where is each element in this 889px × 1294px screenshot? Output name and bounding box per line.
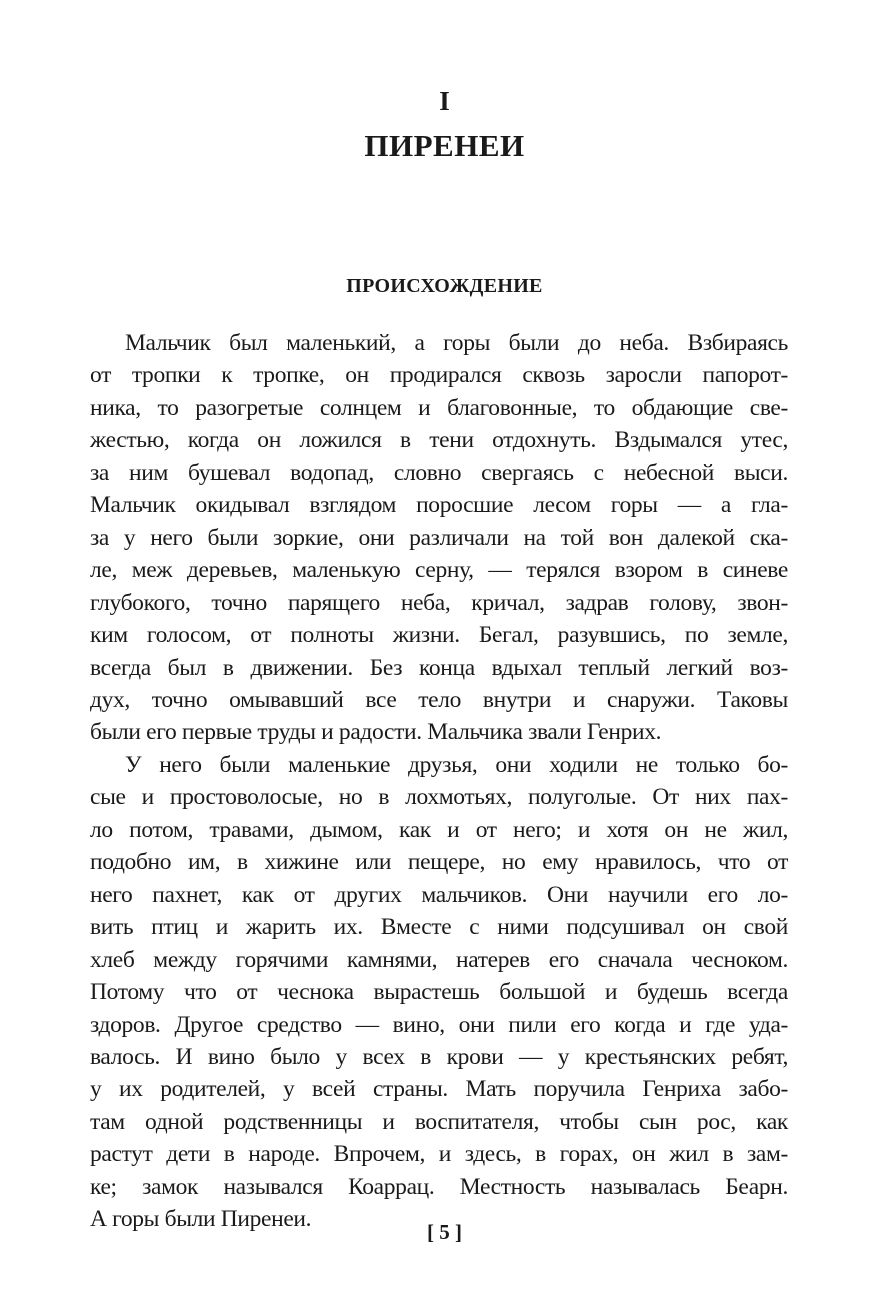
text-line: от тропки к тропке, он продирался сквозь заросли папорот- bbox=[90, 362, 788, 389]
chapter-number: I bbox=[439, 86, 450, 116]
text-line: ким голосом, от полноты жизни. Бегал, разувшись, по земле, bbox=[90, 622, 788, 649]
text-line: за у него были зоркие, они различали на той вон далекой ска- bbox=[90, 524, 788, 551]
body-text bbox=[90, 327, 788, 1236]
text-line: подобно им, в хижине или пещере, но ему нравилось, что от bbox=[90, 849, 788, 876]
text-line: ке; замок назывался Коаррац. Местность называлась Беарн. bbox=[90, 1173, 788, 1200]
text-line: у их родителей, у всей страны. Мать поручила Генриха забо- bbox=[90, 1076, 788, 1103]
paragraph bbox=[90, 749, 788, 1236]
paragraph bbox=[90, 327, 788, 749]
text-line: хлеб между горячими камнями, натерев его сначала чесноком. bbox=[90, 946, 788, 973]
text-line: ло потом, травами, дымом, как и от него; и хотя он не жил, bbox=[90, 816, 788, 843]
text-line: за ним бушевал водопад, словно свергаясь с небесной выси. bbox=[90, 459, 788, 486]
page-number: [ 5 ] bbox=[427, 1220, 462, 1244]
text-line: жестью, когда он ложился в тени отдохнуть. Вздымался утес, bbox=[90, 427, 788, 454]
chapter-title: ПИРЕНЕИ bbox=[364, 128, 525, 163]
text-line: здоров. Другое средство — вино, они пили его когда и где уда- bbox=[90, 1011, 788, 1038]
text-line: дух, точно омывавший все тело внутри и снаружи. Таковы bbox=[90, 686, 788, 713]
text-line: там одной родственницы и воспитателя, чтобы сын рос, как bbox=[90, 1108, 788, 1135]
text-line: А горы были Пиренеи. bbox=[90, 1206, 312, 1233]
text-line: сые и простоволосые, но в лохмотьях, полуголые. От них пах- bbox=[90, 784, 788, 811]
text-line: растут дети в народе. Впрочем, и здесь, в горах, он жил в зам- bbox=[90, 1141, 788, 1168]
text-line: были его первые труды и радости. Мальчика звали Генрих. bbox=[90, 719, 662, 746]
text-line: глубокого, точно парящего неба, кричал, задрав голову, звон- bbox=[90, 589, 788, 616]
text-line: Мальчик окидывал взглядом поросшие лесом горы — а гла- bbox=[90, 492, 788, 519]
text-line: него пахнет, как от других мальчиков. Они научили его ло- bbox=[90, 881, 788, 908]
section-title: ПРОИСХОЖДЕНИЕ bbox=[346, 275, 543, 297]
text-line: ника, то разогретые солнцем и благовонные, то обдающие све- bbox=[90, 394, 788, 421]
text-line: валось. И вино было у всех в крови — у крестьянских ребят, bbox=[90, 1043, 788, 1070]
text-line: вить птиц и жарить их. Вместе с ними подсушивал он свой bbox=[90, 914, 788, 941]
text-line: Потому что от чеснока вырастешь большой и будешь всегда bbox=[90, 979, 788, 1006]
text-line: У него были маленькие друзья, они ходили не только бо- bbox=[125, 751, 788, 778]
text-line: ле, меж деревьев, маленькую серну, — терялся взором в синеве bbox=[90, 557, 788, 584]
text-line: Мальчик был маленький, а горы были до неба. Взбираясь bbox=[125, 330, 788, 356]
text-line: всегда был в движении. Без конца вдыхал теплый легкий воз- bbox=[90, 654, 788, 681]
